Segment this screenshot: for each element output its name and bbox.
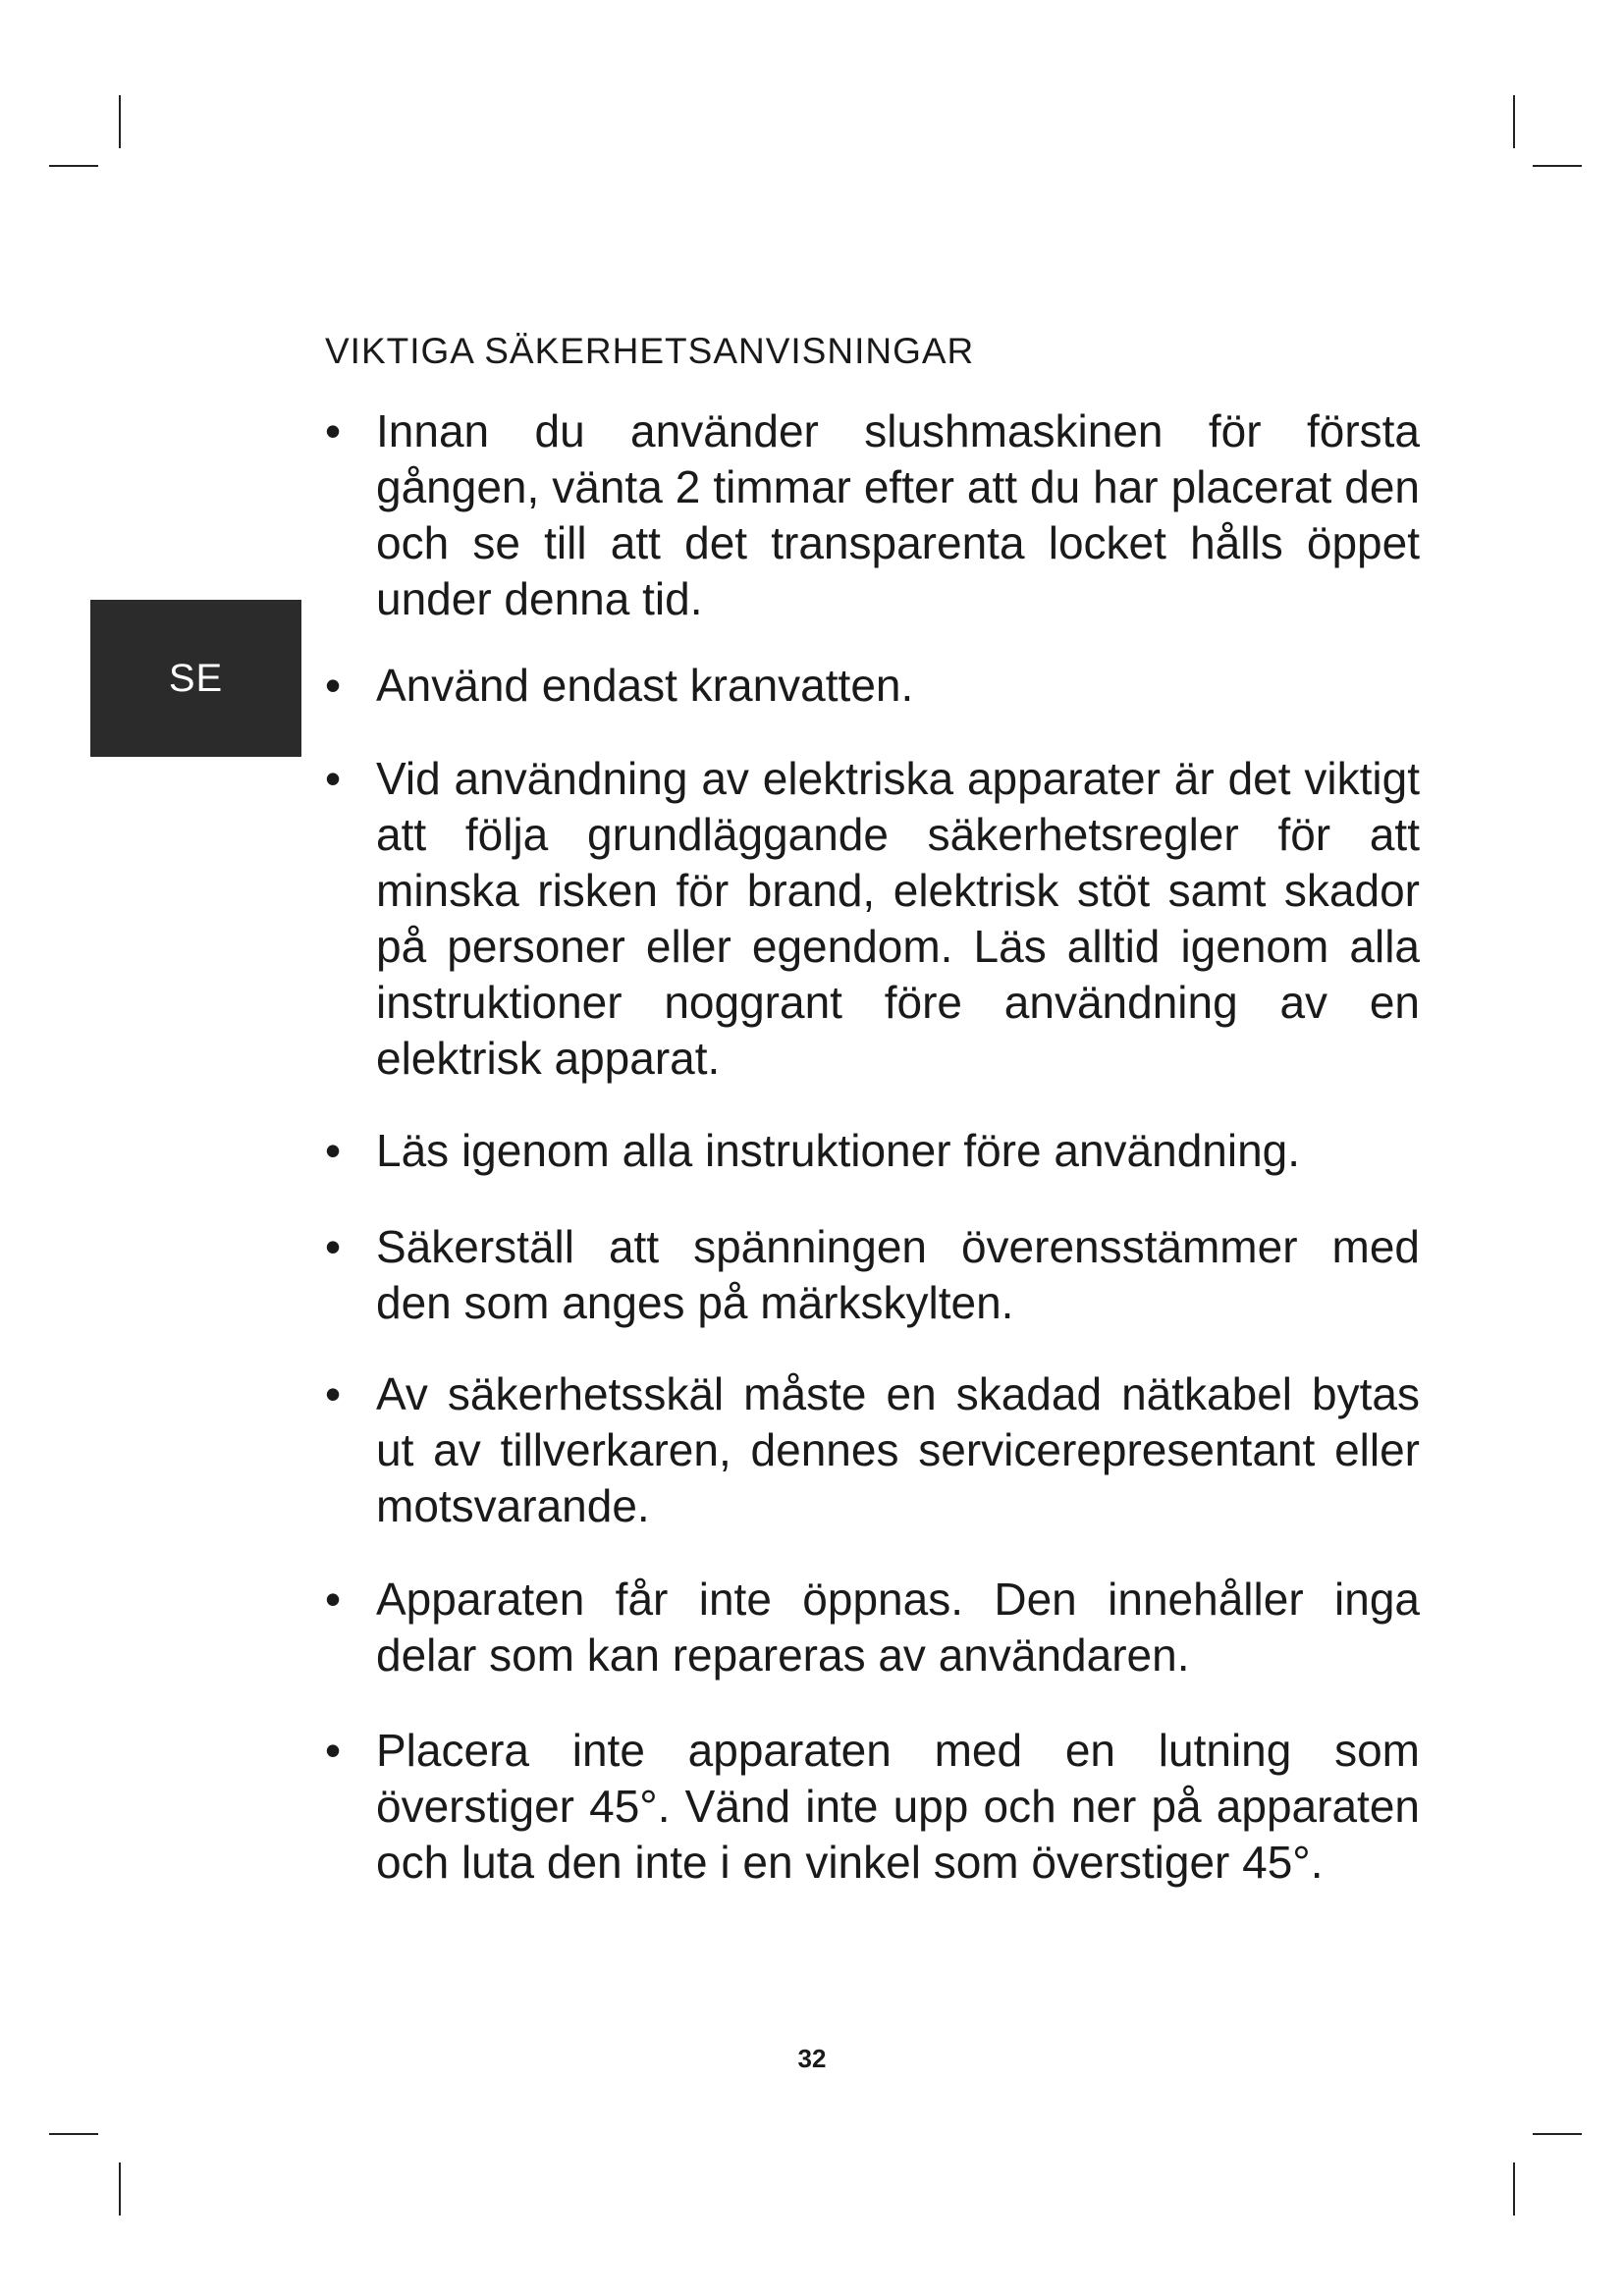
crop-mark-bottom-left-horizontal bbox=[49, 2133, 98, 2135]
bullet-icon: • bbox=[325, 1725, 342, 1776]
safety-item-text: Använd endast kranvatten. bbox=[376, 660, 914, 711]
crop-mark-top-left-vertical bbox=[119, 95, 121, 148]
safety-item-text: Vid användning av elektriska apparater är det viktigt att följa grundläggande säkerhetsregler för att minska risken för brand, elektrisk stöt samt skador på personer eller egendom. Läs alltid igenom alla instruktioner noggrant före användning av en elektrisk apparat. bbox=[376, 753, 1420, 1084]
safety-item-5 bbox=[325, 1219, 1420, 1331]
safety-item-8 bbox=[325, 1723, 1420, 1891]
safety-item-text: Apparaten får inte öppnas. Den innehåller inga delar som kan repareras av användaren. bbox=[376, 1574, 1420, 1681]
safety-item-text: Läs igenom alla instruktioner före användning. bbox=[376, 1125, 1301, 1176]
page-number: 32 bbox=[797, 2044, 827, 2073]
safety-item-6 bbox=[325, 1366, 1420, 1534]
safety-item-text: Säkerställ att spänningen överensstämmer med den som anges på märkskylten. bbox=[376, 1221, 1420, 1328]
safety-item-2 bbox=[325, 658, 1420, 714]
bullet-icon: • bbox=[325, 1574, 342, 1625]
safety-item-1 bbox=[325, 403, 1420, 627]
language-tab: SE bbox=[90, 600, 301, 757]
bullet-icon: • bbox=[325, 1125, 342, 1176]
safety-item-text: Av säkerhetsskäl måste en skadad nätkabel bytas ut av tillverkaren, dennes servicerepresentant eller motsvarande. bbox=[376, 1368, 1420, 1531]
safety-item-text: Placera inte apparaten med en lutning som överstiger 45°. Vänd inte upp och ner på apparaten och luta den inte i en vinkel som överstiger 45°. bbox=[376, 1725, 1420, 1888]
safety-item-7 bbox=[325, 1572, 1420, 1683]
bullet-icon: • bbox=[325, 660, 342, 711]
crop-mark-top-right-vertical bbox=[1513, 95, 1515, 148]
bullet-icon: • bbox=[325, 1368, 342, 1419]
crop-mark-bottom-left-vertical bbox=[119, 2163, 121, 2216]
crop-mark-top-left-horizontal bbox=[49, 165, 98, 167]
page-heading: VIKTIGA SÄKERHETSANVISNINGAR bbox=[325, 331, 975, 371]
bullet-icon: • bbox=[325, 405, 342, 456]
crop-mark-bottom-right-horizontal bbox=[1533, 2133, 1582, 2135]
crop-mark-top-right-horizontal bbox=[1533, 165, 1582, 167]
safety-item-4 bbox=[325, 1123, 1420, 1179]
bullet-icon: • bbox=[325, 753, 342, 804]
safety-item-text: Innan du använder slushmaskinen för första gången, vänta 2 timmar efter att du har placerat den och se till att det transparenta locket hålls öppet under denna tid. bbox=[376, 405, 1420, 624]
bullet-icon: • bbox=[325, 1221, 342, 1272]
safety-item-3 bbox=[325, 751, 1420, 1087]
crop-mark-bottom-right-vertical bbox=[1513, 2163, 1515, 2216]
